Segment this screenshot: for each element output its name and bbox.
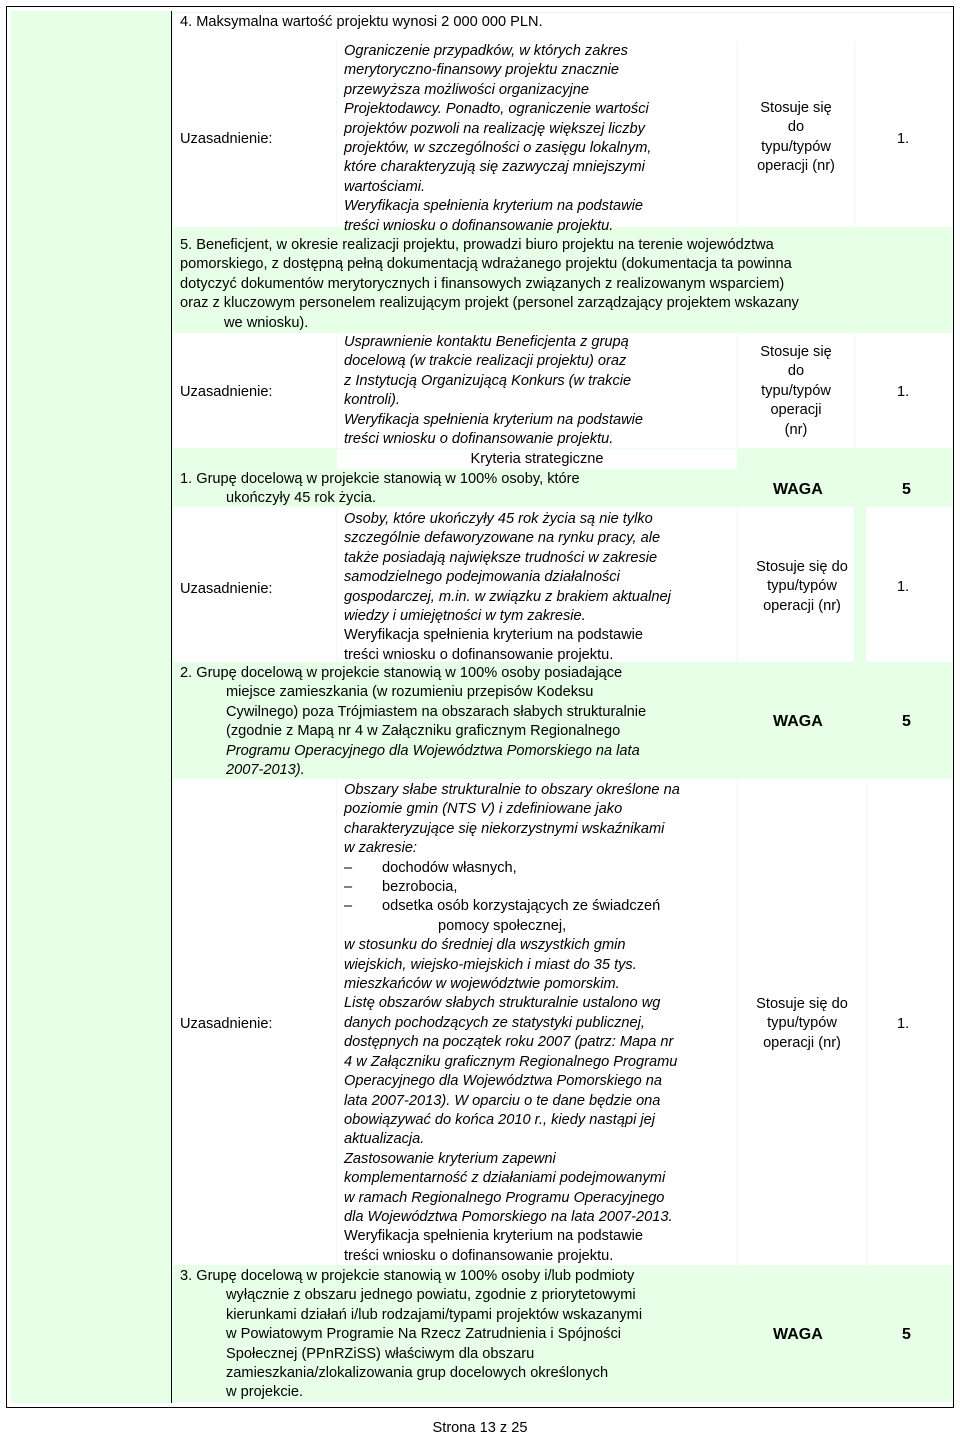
strat2-waga-label: WAGA <box>773 713 823 730</box>
bullet-item: – bezrobocia, <box>344 879 458 896</box>
bullet-item: – odsetka osób korzystających ze świadczeń <box>344 898 661 915</box>
strat1-applies: Stosuje się do typu/typów operacji (nr) <box>756 559 848 614</box>
strat2-label: Uzasadnienie: <box>180 1016 273 1032</box>
strat2-waga-value: 5 <box>902 713 911 730</box>
item4-label: Uzasadnienie: <box>180 131 273 147</box>
strat2-number: 1. <box>897 1016 910 1032</box>
strat2-number-box <box>867 779 952 1265</box>
strat1-waga-label: WAGA <box>773 481 823 498</box>
strat2-applies: Stosuje się do typu/typów operacji (nr) <box>756 996 848 1051</box>
item4-heading: 4. Maksymalna wartość projektu wynosi 2 000 000 PLN. <box>180 14 543 30</box>
item5-reason: Usprawnienie kontaktu Beneficjenta z grupą docelową (w trakcie realizacji projektu) oraz z Instytucją Organizującą Konkurs (w trakcie kontroli). Weryfikacja spełnienia kryterium na podstawie treści wniosku o dofinansowanie projektu. <box>344 334 644 448</box>
strat1-waga-value: 5 <box>902 481 911 498</box>
item5-heading: 5. Beneficjent, w okresie realizacji projektu, prowadzi biuro projektu na terenie województwa pomorskiego, z dostępną pełną dokumentacją wdrażanego projektu (dokumentacja ta powinna dotyczyć dokumentów merytorycznych i finansowych związanych z realizowanym wsparciem) oraz z kluczowym personelem realizującym projekt (personel zarządzający projektem wskazany we wniosku). <box>180 237 799 331</box>
strat1-label: Uzasadnienie: <box>180 581 273 597</box>
bullet-item: – dochodów własnych, <box>344 859 517 876</box>
strat3-waga-value: 5 <box>902 1326 911 1343</box>
page-footer: Strona 13 z 25 <box>432 1420 528 1436</box>
left-column <box>11 11 172 1403</box>
strat3-heading: 3. Grupę docelową w projekcie stanowią w 100% osoby i/lub podmioty wyłącznie z obszaru jednego powiatu, zgodnie z priorytetowymi kierunkami działań i/lub rodzajami/typami projektów wskazanymi w Powiatowym Programie Na Rzecz Zatrudnienia i Spójności Społecznej (PPnRZiSS) właściwym dla obszaru zamieszkania/zlokalizowania grup docelowych określonych w projekcie. <box>180 1268 643 1401</box>
strat2-reason: Obszary słabe strukturalnie to obszary określone na poziomie gmin (NTS V) i zdefiniowane jako charakteryzujące się niekorzystnymi wskaźnikami w zakresie: – dochodów własnych, – bezrobocia, – odsetka osób korzystających ze świadczeń pomocy społecznej, w stosunku do średniej dla wszystkich gmin wiejskich, wiejsko-miejskich i miast do 35 tys. mieszkańców w województwie pomorskim. Listę obszarów słabych strukturalnie ustalono wg danych pochodzących ze statystyki publicznej, dostępnych na początek roku 2007 (patrz: Mapa nr 4 w Załączniku graficznym Regionalnego Programu Operacyjnego dla Województwa Pomorskiego na lata 2007-2013). W oparciu o te dane będzie ona obowiązywać do końca 2010 r., kiedy nastąpi jej aktualizacja. Zastosowanie kryterium zapewni komplementarność z działaniami podejmowanymi w ramach Regionalnego Programu Operacyjnego dla Województwa Pomorskiego na lata 2007-2013. Weryfikacja spełnienia kryterium na podstawie treści wniosku o dofinansowanie projektu. <box>344 781 728 1266</box>
strat1-reason: Osoby, które ukończyły 45 rok życia są nie tylko szczególnie defaworyzowane na rynku pracy, ale także posiadają największe trudności w zakresie samodzielnego podejmowania działalności gospodarczej, m.in. w związku z brakiem aktualnej wiedzy i umiejętności w tym zakresie. Weryfikacja spełnienia kryterium na podstawie treści wniosku o dofinansowanie projektu. <box>344 511 671 663</box>
item5-label: Uzasadnienie: <box>180 384 273 400</box>
section-title: Kryteria strategiczne <box>470 451 604 467</box>
strat1-heading: 1. Grupę docelową w projekcie stanowią w 100% osoby, które ukończyły 45 rok życia. <box>180 471 580 507</box>
item5-applies: Stosuje się do typu/typów operacji (nr) <box>760 344 832 438</box>
strat2-heading: 2. Grupę docelową w projekcie stanowią w 100% osoby posiadające miejsce zamieszkania (w rozumieniu przepisów Kodeksu Cywilnego) poza Trójmiastem na obszarach słabych strukturalnie (zgodnie z Mapą nr 4 w Załączniku graficznym Regionalnego Programu Operacyjnego dla Województwa Pomorskiego na lata 2007-2013). <box>180 665 647 779</box>
item4-number: 1. <box>897 131 910 147</box>
item4-applies: Stosuje się do typu/typów operacji (nr) <box>757 100 835 175</box>
strat3-waga-label: WAGA <box>773 1326 823 1343</box>
strat1-number: 1. <box>897 579 910 595</box>
item5-number: 1. <box>897 384 910 400</box>
item4-reason: Ograniczenie przypadków, w których zakres merytoryczno-finansowy projektu znacznie przewyższa możliwości organizacyjne Projektodawcy. Ponadto, ograniczenie wartości projektów pozwoli na realizację większej liczby projektów, w szczególności o zasięgu lokalnym, które charakteryzują się zazwyczaj mniejszymi wartościami. Weryfikacja spełnienia kryterium na podstawie treści wniosku o dofinansowanie projektu. <box>344 43 652 234</box>
